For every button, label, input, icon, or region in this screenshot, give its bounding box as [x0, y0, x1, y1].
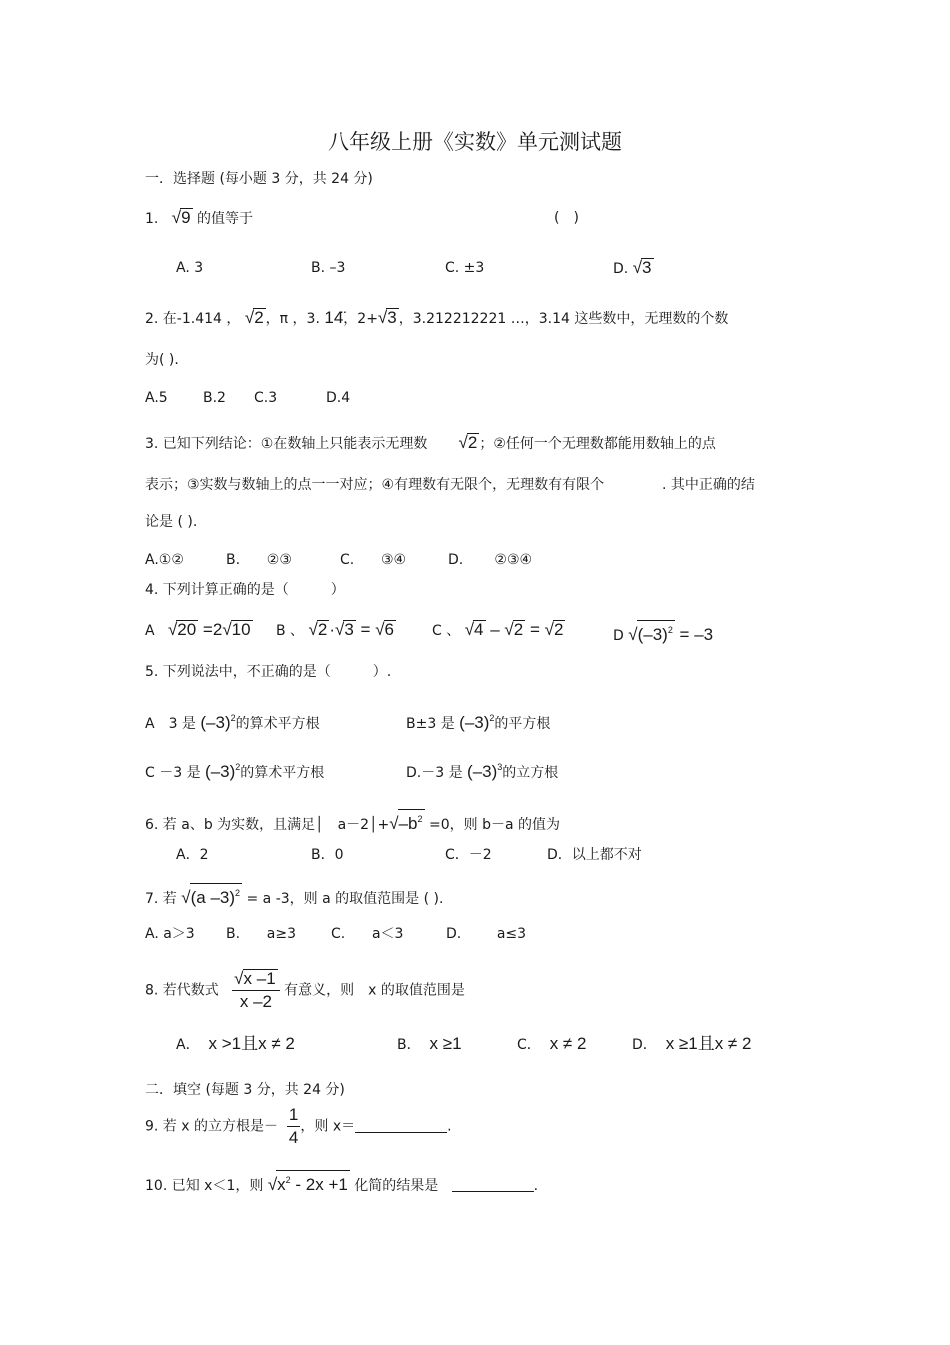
q3-option-b: B. ②③: [226, 552, 292, 568]
page-title: 八年级上册《实数》单元测试题: [328, 130, 622, 154]
q2-option-a: A.5: [145, 390, 168, 406]
q6-option-c: C．－2: [445, 847, 492, 863]
q5-option-d: D.－3 是 $(-3)^3$的立方根: [406, 762, 559, 781]
q4-option-a: A √20 =2√10: [145, 620, 251, 639]
question-3-cont: 表示；③实数与数轴上的点一一对应；④有理数有无限个，无理数有有限个 . 其中正确的结: [145, 477, 755, 493]
q3-option-d: D. ②③④: [448, 552, 533, 568]
q7-option-b: B. a≥3: [226, 926, 296, 942]
question-10: 10. 已知 x＜1，则 $√x^2 - 2x +1$ 化简的结果是 .: [145, 1170, 538, 1196]
q2-option-b: B.2: [203, 390, 226, 406]
q6-option-d: D．以上都不对: [547, 847, 642, 863]
q7-option-a: A. a＞3: [145, 926, 195, 942]
q1-option-a: A. 3: [176, 260, 204, 276]
question-8: 8. 若代数式 $\frac{√x -1}{x -2}$ 有意义，则 x 的取值范围是: [145, 969, 465, 1011]
answer-bracket: ( ): [554, 210, 579, 226]
question-9: 9. 若 x 的立方根是－ $\frac{1}{4}$ ，则 x＝ .: [145, 1105, 452, 1147]
question-6: 6. 若 a、b 为实数，且满足│ $a-2│+√-b^2 =0$，则 b－a 的值为: [145, 809, 560, 835]
q4-option-b: B 、 √2 ·√3 = √6: [276, 620, 394, 639]
question-3-cont2: 论是 ( ).: [145, 514, 198, 530]
question-1: 1. √9 的值等于: [145, 208, 253, 227]
q8-option-d: D． x ≥1且x ≠ 2: [632, 1034, 752, 1053]
question-4: 4. 下列计算正确的是（ ）: [145, 582, 345, 598]
q7-option-c: C. a＜3: [331, 926, 404, 942]
question-2-cont: 为( ).: [145, 352, 179, 368]
q6-option-b: B．0: [311, 847, 344, 863]
q3-option-a: A.①②: [145, 552, 184, 568]
q6-option-a: A．2: [176, 847, 209, 863]
q4-option-c: C 、 √4 – √2 = √2: [432, 620, 564, 639]
q1-option-c: C. ±3: [445, 260, 485, 276]
question-3: 3. 已知下列结论：①在数轴上只能表示无理数 √2 ；②任何一个无理数都能用数轴上的点: [145, 433, 716, 452]
q5-option-c: C －3 是 $(-3)^2$的算术平方根: [145, 762, 325, 781]
question-2: 2. 在-1.414 ， √2 ，π ，3. 14̈，2+√3 ，3.212212221 …，3.14 这些数中，无理数的个数: [145, 308, 729, 327]
q1-option-d: D. √3: [613, 258, 652, 277]
q5-option-b: B±3 是 $(-3)^2$的平方根: [406, 713, 551, 732]
question-5: 5. 下列说法中，不正确的是（ ）.: [145, 664, 392, 680]
q8-option-b: B． x ≥1: [397, 1034, 462, 1053]
q2-option-d: D.4: [326, 390, 351, 406]
q1-option-b: B. –3: [311, 260, 346, 276]
section-choice-heading: 一．选择题 (每小题 3 分，共 24 分): [145, 171, 373, 187]
q2-option-c: C.3: [254, 390, 278, 406]
q5-option-a: A 3 是 $(-3)^2$的算术平方根: [145, 713, 320, 732]
q4-option-d: D $√(-3)^2 = -3$: [613, 620, 713, 646]
q3-option-c: C. ③④: [340, 552, 407, 568]
q8-option-c: C． x ≠ 2: [517, 1034, 587, 1053]
q8-option-a: A． x >1且x ≠ 2: [176, 1034, 295, 1053]
section-fill-heading: 二．填空 (每题 3 分，共 24 分): [145, 1082, 345, 1098]
q7-option-d: D. a≤3: [446, 926, 527, 942]
question-7: 7. 若 √(a –3)$^2$ = a -3，则 a 的取值范围是 ( ).: [145, 883, 443, 909]
